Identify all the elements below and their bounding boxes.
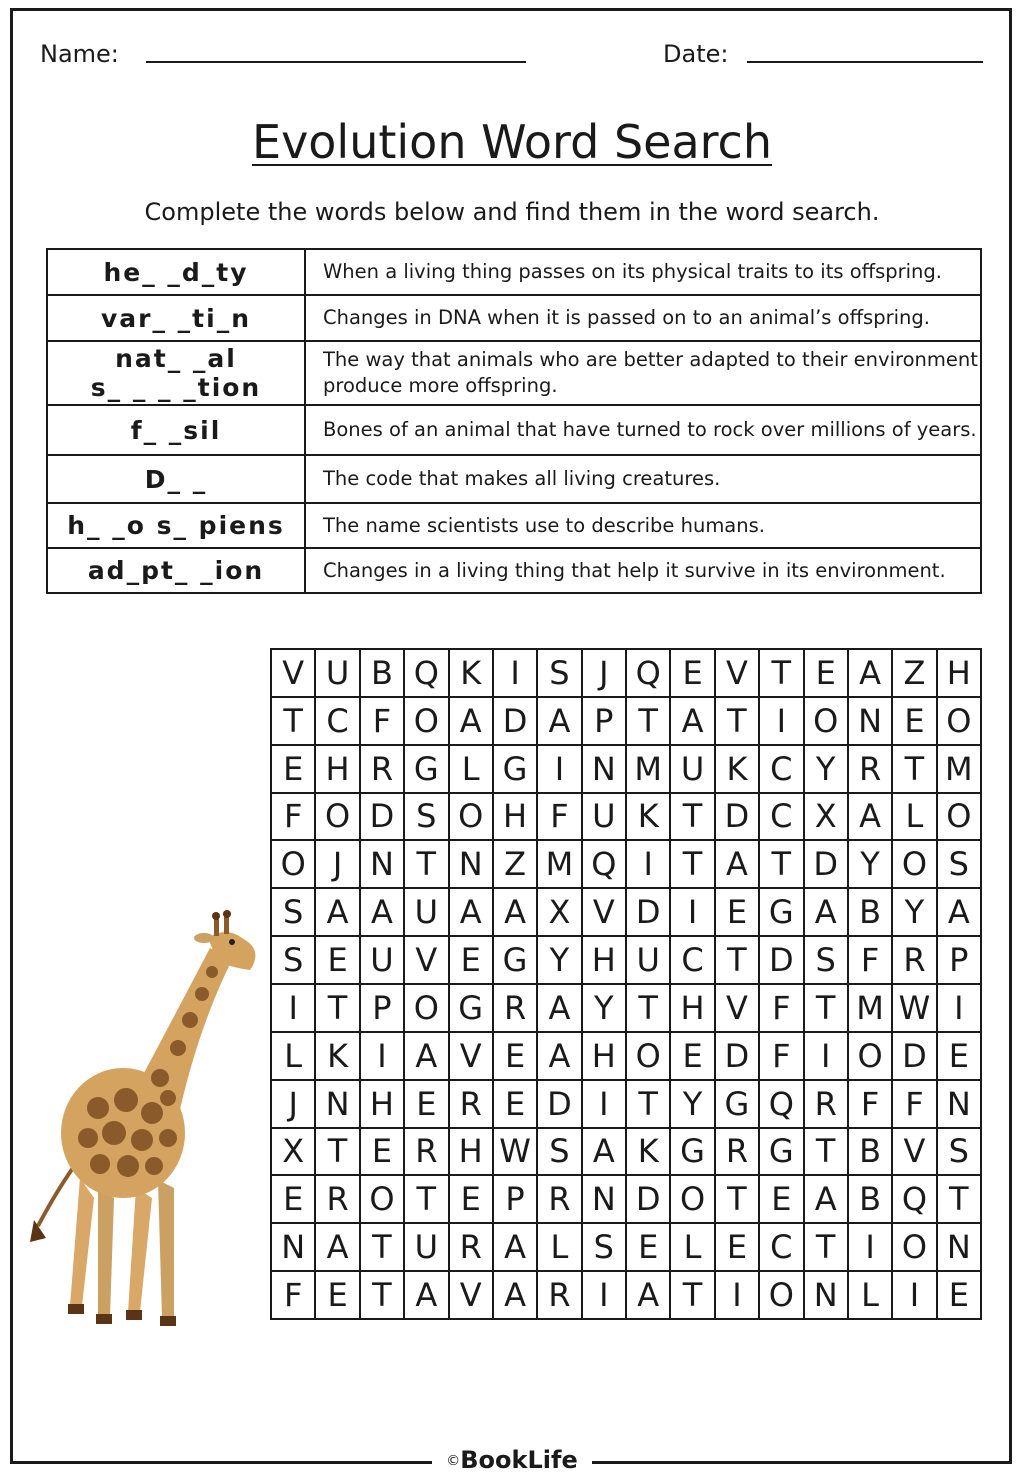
- grid-cell[interactable]: R: [494, 985, 538, 1033]
- clue-definition: When a living thing passes on its physical traits to its offspring.: [305, 249, 981, 295]
- clue-word: [47, 455, 305, 503]
- grid-cell[interactable]: E: [716, 1224, 760, 1272]
- grid-cell[interactable]: E: [893, 698, 937, 746]
- grid-cell[interactable]: O: [760, 1272, 804, 1320]
- grid-cell[interactable]: F: [849, 937, 893, 985]
- grid-cell[interactable]: V: [450, 1272, 494, 1320]
- grid-cell[interactable]: E: [671, 1033, 715, 1081]
- grid-cell[interactable]: A: [538, 698, 582, 746]
- grid-cell[interactable]: U: [405, 889, 449, 937]
- grid-cell[interactable]: D: [760, 937, 804, 985]
- grid-cell[interactable]: K: [316, 1033, 360, 1081]
- grid-cell[interactable]: Z: [494, 841, 538, 889]
- grid-cell[interactable]: U: [405, 1224, 449, 1272]
- grid-cell[interactable]: F: [361, 698, 405, 746]
- grid-cell[interactable]: S: [538, 1129, 582, 1177]
- clue-table: [46, 248, 982, 594]
- grid-cell[interactable]: R: [450, 1224, 494, 1272]
- grid-cell[interactable]: M: [938, 746, 982, 794]
- grid-cell[interactable]: A: [583, 1129, 627, 1177]
- clue-row: [47, 455, 981, 503]
- grid-cell[interactable]: U: [361, 937, 405, 985]
- grid-cell[interactable]: A: [494, 889, 538, 937]
- grid-cell[interactable]: O: [272, 841, 316, 889]
- clue-word-line: var_ _ti_n: [100, 303, 252, 333]
- grid-cell[interactable]: N: [805, 1272, 849, 1320]
- grid-cell[interactable]: I: [494, 650, 538, 698]
- grid-cell[interactable]: E: [316, 937, 360, 985]
- grid-cell[interactable]: F: [760, 1033, 804, 1081]
- grid-cell[interactable]: E: [938, 1272, 982, 1320]
- grid-cell[interactable]: K: [627, 794, 671, 842]
- grid-cell[interactable]: N: [583, 1176, 627, 1224]
- grid-cell[interactable]: J: [316, 841, 360, 889]
- grid-cell[interactable]: A: [316, 1224, 360, 1272]
- clue-row: [47, 341, 981, 405]
- grid-cell[interactable]: Q: [405, 650, 449, 698]
- grid-cell[interactable]: V: [583, 889, 627, 937]
- grid-cell[interactable]: G: [494, 937, 538, 985]
- date-label: Date:: [663, 40, 729, 68]
- clue-definition: Bones of an animal that have turned to rock over millions of years.: [305, 405, 981, 455]
- grid-cell[interactable]: R: [538, 1176, 582, 1224]
- grid-cell[interactable]: C: [316, 698, 360, 746]
- clue-definition: Changes in a living thing that help it survive in its environment.: [305, 548, 981, 593]
- grid-cell[interactable]: R: [716, 1129, 760, 1177]
- grid-cell[interactable]: E: [716, 889, 760, 937]
- grid-cell[interactable]: A: [849, 794, 893, 842]
- grid-cell[interactable]: E: [805, 650, 849, 698]
- grid-cell[interactable]: Y: [538, 937, 582, 985]
- grid-cell[interactable]: N: [583, 746, 627, 794]
- grid-cell[interactable]: D: [494, 698, 538, 746]
- grid-cell[interactable]: Y: [849, 841, 893, 889]
- grid-cell[interactable]: V: [716, 985, 760, 1033]
- grid-cell[interactable]: W: [893, 985, 937, 1033]
- grid-cell[interactable]: E: [405, 1081, 449, 1129]
- grid-cell[interactable]: T: [627, 698, 671, 746]
- grid-cell[interactable]: A: [627, 1272, 671, 1320]
- grid-cell[interactable]: X: [805, 794, 849, 842]
- grid-cell[interactable]: C: [760, 1224, 804, 1272]
- grid-cell[interactable]: O: [805, 698, 849, 746]
- clue-row: [47, 503, 981, 548]
- grid-cell[interactable]: B: [849, 889, 893, 937]
- grid-cell[interactable]: E: [316, 1272, 360, 1320]
- grid-cell[interactable]: U: [316, 650, 360, 698]
- grid-cell[interactable]: R: [450, 1081, 494, 1129]
- grid-cell[interactable]: E: [272, 746, 316, 794]
- grid-cell[interactable]: A: [494, 1272, 538, 1320]
- grid-cell[interactable]: C: [671, 937, 715, 985]
- grid-cell[interactable]: P: [938, 937, 982, 985]
- grid-cell[interactable]: I: [272, 985, 316, 1033]
- grid-cell[interactable]: O: [316, 794, 360, 842]
- grid-cell[interactable]: A: [405, 1033, 449, 1081]
- grid-cell[interactable]: N: [272, 1224, 316, 1272]
- grid-cell[interactable]: O: [405, 985, 449, 1033]
- grid-cell[interactable]: T: [760, 650, 804, 698]
- grid-cell[interactable]: T: [671, 794, 715, 842]
- clue-word: [47, 503, 305, 548]
- grid-cell[interactable]: A: [938, 889, 982, 937]
- grid-cell[interactable]: T: [938, 1176, 982, 1224]
- copyright-icon: ©: [446, 1453, 461, 1469]
- clue-word-line: f_ _sil: [130, 415, 222, 445]
- grid-cell[interactable]: C: [760, 746, 804, 794]
- clue-definition: The way that animals who are better adapted to their environment produce more offspring.: [305, 341, 981, 405]
- grid-cell[interactable]: O: [450, 794, 494, 842]
- grid-cell[interactable]: E: [272, 1176, 316, 1224]
- grid-cell[interactable]: I: [583, 1081, 627, 1129]
- grid-cell[interactable]: J: [272, 1081, 316, 1129]
- grid-cell[interactable]: O: [671, 1176, 715, 1224]
- grid-cell[interactable]: I: [627, 841, 671, 889]
- grid-cell[interactable]: S: [583, 1224, 627, 1272]
- grid-cell[interactable]: A: [405, 1272, 449, 1320]
- grid-cell[interactable]: L: [450, 746, 494, 794]
- grid-cell[interactable]: P: [361, 985, 405, 1033]
- grid-cell[interactable]: I: [805, 1033, 849, 1081]
- grid-cell[interactable]: L: [893, 794, 937, 842]
- grid-cell[interactable]: E: [361, 1129, 405, 1177]
- grid-cell[interactable]: D: [893, 1033, 937, 1081]
- clue-word: [47, 405, 305, 455]
- grid-cell[interactable]: E: [760, 1176, 804, 1224]
- grid-cell[interactable]: V: [716, 650, 760, 698]
- grid-cell[interactable]: F: [272, 794, 316, 842]
- grid-cell[interactable]: B: [849, 1176, 893, 1224]
- grid-cell[interactable]: X: [272, 1129, 316, 1177]
- grid-cell[interactable]: S: [938, 841, 982, 889]
- grid-cell[interactable]: R: [538, 1272, 582, 1320]
- grid-cell[interactable]: G: [450, 985, 494, 1033]
- clue-row: [47, 295, 981, 341]
- grid-cell[interactable]: U: [671, 746, 715, 794]
- grid-cell[interactable]: O: [938, 794, 982, 842]
- grid-cell[interactable]: G: [494, 746, 538, 794]
- grid-cell[interactable]: K: [627, 1129, 671, 1177]
- grid-cell[interactable]: K: [450, 650, 494, 698]
- grid-cell[interactable]: H: [938, 650, 982, 698]
- grid-cell[interactable]: A: [361, 889, 405, 937]
- grid-cell[interactable]: A: [494, 1224, 538, 1272]
- grid-cell[interactable]: E: [494, 1033, 538, 1081]
- grid-cell[interactable]: T: [316, 1129, 360, 1177]
- word-search-grid: [270, 648, 982, 1320]
- grid-cell[interactable]: F: [760, 985, 804, 1033]
- grid-cell[interactable]: Y: [671, 1081, 715, 1129]
- grid-cell[interactable]: E: [494, 1081, 538, 1129]
- grid-cell[interactable]: G: [760, 1129, 804, 1177]
- grid-cell[interactable]: O: [938, 698, 982, 746]
- grid-cell[interactable]: B: [849, 1129, 893, 1177]
- grid-cell[interactable]: S: [405, 794, 449, 842]
- clue-word: [47, 341, 305, 405]
- grid-cell[interactable]: H: [316, 746, 360, 794]
- grid-cell[interactable]: D: [716, 794, 760, 842]
- clue-word-line: nat_ _al: [115, 344, 237, 373]
- grid-cell[interactable]: N: [361, 841, 405, 889]
- grid-cell[interactable]: T: [361, 1272, 405, 1320]
- grid-cell[interactable]: R: [849, 746, 893, 794]
- grid-cell[interactable]: F: [849, 1081, 893, 1129]
- grid-cell[interactable]: A: [849, 650, 893, 698]
- grid-cell[interactable]: S: [272, 889, 316, 937]
- clue-word-line: h_ _o s_ piens: [67, 511, 285, 540]
- grid-cell[interactable]: E: [450, 937, 494, 985]
- grid-cell[interactable]: T: [405, 1176, 449, 1224]
- grid-cell[interactable]: A: [450, 889, 494, 937]
- grid-cell[interactable]: I: [671, 889, 715, 937]
- grid-cell[interactable]: M: [627, 746, 671, 794]
- date-field-line[interactable]: [747, 61, 983, 63]
- grid-cell[interactable]: Y: [805, 746, 849, 794]
- grid-cell[interactable]: U: [627, 937, 671, 985]
- grid-cell[interactable]: T: [272, 698, 316, 746]
- grid-cell[interactable]: R: [405, 1129, 449, 1177]
- grid-cell[interactable]: K: [716, 746, 760, 794]
- grid-cell[interactable]: Z: [893, 650, 937, 698]
- booklife-logo: BookLife: [460, 1446, 578, 1474]
- grid-cell[interactable]: T: [760, 841, 804, 889]
- clue-definition: The name scientists use to describe humans.: [305, 503, 981, 548]
- grid-cell[interactable]: O: [405, 698, 449, 746]
- grid-cell[interactable]: D: [627, 889, 671, 937]
- clue-row: [47, 548, 981, 593]
- grid-cell[interactable]: I: [361, 1033, 405, 1081]
- grid-cell[interactable]: H: [671, 985, 715, 1033]
- grid-cell[interactable]: T: [893, 746, 937, 794]
- grid-cell[interactable]: G: [760, 889, 804, 937]
- grid-cell[interactable]: T: [405, 841, 449, 889]
- giraffe-illustration: [28, 908, 258, 1328]
- grid-cell[interactable]: I: [893, 1272, 937, 1320]
- grid-cell[interactable]: H: [494, 794, 538, 842]
- grid-cell[interactable]: A: [805, 889, 849, 937]
- grid-cell[interactable]: F: [538, 794, 582, 842]
- grid-cell[interactable]: C: [760, 794, 804, 842]
- grid-cell[interactable]: I: [716, 1272, 760, 1320]
- grid-cell[interactable]: T: [316, 985, 360, 1033]
- grid-cell[interactable]: I: [583, 1272, 627, 1320]
- grid-cell[interactable]: G: [405, 746, 449, 794]
- clue-word-line: s_ _ _ _tion: [90, 373, 262, 402]
- clue-word-line: D_ _: [144, 464, 208, 494]
- grid-cell[interactable]: N: [849, 698, 893, 746]
- grid-cell[interactable]: D: [361, 794, 405, 842]
- name-field-line[interactable]: [146, 61, 526, 63]
- grid-cell[interactable]: N: [450, 841, 494, 889]
- grid-cell[interactable]: E: [938, 1033, 982, 1081]
- grid-cell[interactable]: Y: [893, 889, 937, 937]
- grid-cell[interactable]: U: [583, 794, 627, 842]
- grid-cell[interactable]: A: [316, 889, 360, 937]
- grid-cell[interactable]: I: [760, 698, 804, 746]
- grid-cell[interactable]: T: [805, 985, 849, 1033]
- clue-definition: The code that makes all living creatures.: [305, 455, 981, 503]
- grid-cell[interactable]: E: [450, 1176, 494, 1224]
- grid-cell[interactable]: S: [272, 937, 316, 985]
- grid-cell[interactable]: Q: [760, 1081, 804, 1129]
- grid-cell[interactable]: L: [671, 1224, 715, 1272]
- grid-cell[interactable]: L: [272, 1033, 316, 1081]
- clue-word: [47, 295, 305, 341]
- clue-row: [47, 405, 981, 455]
- grid-cell[interactable]: H: [361, 1081, 405, 1129]
- grid-cell[interactable]: L: [538, 1224, 582, 1272]
- footer-brand: [432, 1446, 592, 1474]
- grid-cell[interactable]: E: [627, 1224, 671, 1272]
- grid-cell[interactable]: S: [938, 1129, 982, 1177]
- grid-cell[interactable]: Y: [583, 985, 627, 1033]
- grid-cell[interactable]: N: [316, 1081, 360, 1129]
- grid-cell[interactable]: V: [893, 1129, 937, 1177]
- grid-cell[interactable]: M: [538, 841, 582, 889]
- grid-cell[interactable]: D: [538, 1081, 582, 1129]
- grid-cell[interactable]: O: [893, 1224, 937, 1272]
- clue-word-line: ad_pt_ _ion: [87, 556, 265, 585]
- grid-cell[interactable]: T: [361, 1224, 405, 1272]
- grid-cell[interactable]: T: [671, 841, 715, 889]
- grid-cell[interactable]: A: [450, 698, 494, 746]
- grid-cell[interactable]: B: [361, 650, 405, 698]
- page-title: Evolution Word Search: [252, 115, 772, 169]
- grid-cell[interactable]: T: [805, 1224, 849, 1272]
- grid-cell[interactable]: F: [272, 1272, 316, 1320]
- grid-cell[interactable]: T: [716, 937, 760, 985]
- grid-cell[interactable]: O: [893, 841, 937, 889]
- grid-cell[interactable]: D: [805, 841, 849, 889]
- grid-cell[interactable]: P: [494, 1176, 538, 1224]
- instructions: Complete the words below and find them in the word search.: [144, 198, 880, 226]
- grid-cell[interactable]: Q: [893, 1176, 937, 1224]
- grid-cell[interactable]: A: [538, 985, 582, 1033]
- grid-cell[interactable]: R: [316, 1176, 360, 1224]
- grid-cell[interactable]: S: [805, 937, 849, 985]
- grid-cell[interactable]: A: [671, 698, 715, 746]
- grid-cell[interactable]: O: [361, 1176, 405, 1224]
- grid-cell[interactable]: H: [450, 1129, 494, 1177]
- grid-cell[interactable]: F: [893, 1081, 937, 1129]
- grid-cell[interactable]: I: [538, 746, 582, 794]
- grid-cell[interactable]: V: [405, 937, 449, 985]
- grid-cell[interactable]: X: [538, 889, 582, 937]
- grid-cell[interactable]: A: [538, 1033, 582, 1081]
- grid-cell[interactable]: V: [450, 1033, 494, 1081]
- grid-cell[interactable]: N: [938, 1224, 982, 1272]
- clue-definition: Changes in DNA when it is passed on to an animal’s offspring.: [305, 295, 981, 341]
- grid-cell[interactable]: G: [716, 1081, 760, 1129]
- grid-cell[interactable]: A: [805, 1176, 849, 1224]
- grid-cell[interactable]: J: [583, 650, 627, 698]
- grid-cell[interactable]: T: [716, 698, 760, 746]
- grid-cell[interactable]: D: [716, 1033, 760, 1081]
- grid-cell[interactable]: T: [716, 1176, 760, 1224]
- grid-cell[interactable]: T: [627, 1081, 671, 1129]
- grid-cell[interactable]: Q: [583, 841, 627, 889]
- grid-cell[interactable]: T: [805, 1129, 849, 1177]
- grid-cell[interactable]: A: [716, 841, 760, 889]
- grid-cell[interactable]: M: [849, 985, 893, 1033]
- name-label: Name:: [40, 40, 119, 68]
- grid-cell[interactable]: R: [805, 1081, 849, 1129]
- grid-cell[interactable]: R: [361, 746, 405, 794]
- grid-cell[interactable]: O: [849, 1033, 893, 1081]
- clue-row: [47, 249, 981, 295]
- grid-cell[interactable]: V: [272, 650, 316, 698]
- grid-cell[interactable]: Q: [627, 650, 671, 698]
- grid-cell[interactable]: P: [583, 698, 627, 746]
- grid-cell[interactable]: T: [627, 985, 671, 1033]
- grid-cell[interactable]: G: [671, 1129, 715, 1177]
- grid-cell[interactable]: D: [627, 1176, 671, 1224]
- grid-cell[interactable]: I: [938, 985, 982, 1033]
- grid-cell[interactable]: H: [583, 1033, 627, 1081]
- grid-cell[interactable]: S: [538, 650, 582, 698]
- grid-cell[interactable]: I: [849, 1224, 893, 1272]
- grid-cell[interactable]: W: [494, 1129, 538, 1177]
- grid-cell[interactable]: N: [938, 1081, 982, 1129]
- grid-cell[interactable]: R: [893, 937, 937, 985]
- clue-word: [47, 249, 305, 295]
- grid-cell[interactable]: E: [671, 650, 715, 698]
- clue-word-line: he_ _d_ty: [103, 257, 249, 287]
- grid-cell[interactable]: L: [849, 1272, 893, 1320]
- grid-cell[interactable]: H: [583, 937, 627, 985]
- grid-cell[interactable]: T: [671, 1272, 715, 1320]
- clue-word: [47, 548, 305, 593]
- grid-cell[interactable]: O: [627, 1033, 671, 1081]
